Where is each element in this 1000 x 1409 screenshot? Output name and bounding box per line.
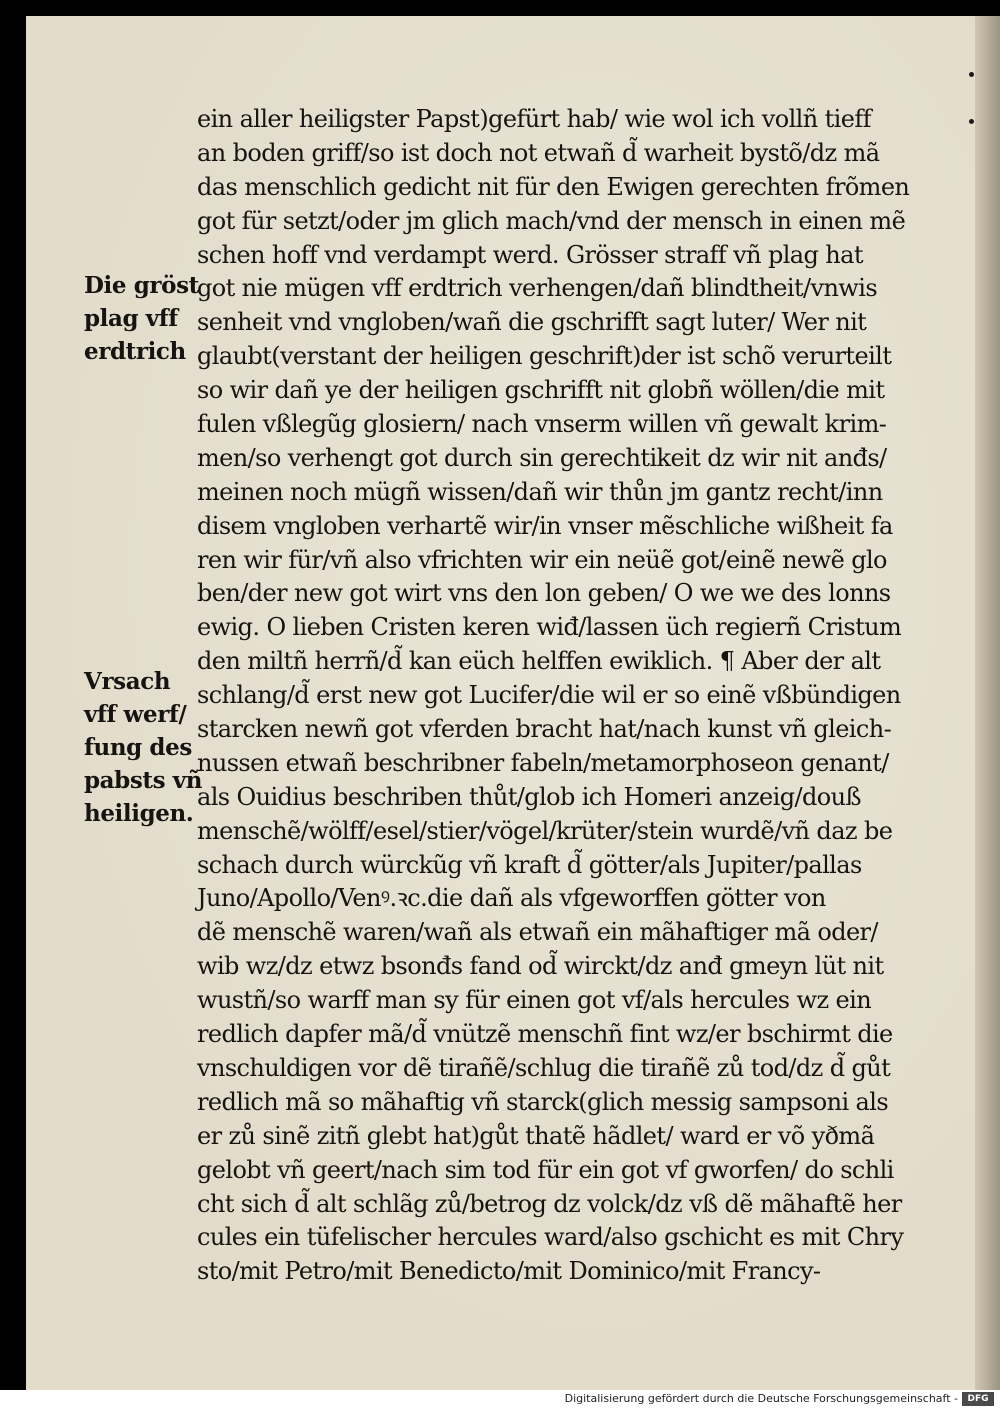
text-line: dẽ menschẽ waren/wañ als etwañ ein mãhaftiger mã oder/ [197,918,878,947]
text-line: disem vngloben verhartẽ wir/in vnser mẽschliche wißheit fa [197,511,893,540]
text-line: redlich dapfer mã/d̃ vnützẽ menschñ fint wz/er bschirmt die [197,1020,893,1049]
margin-note-cause [84,665,202,830]
text-line: Die gröst [84,272,199,299]
text-line: vff werf/ [84,701,187,728]
text-line: vnschuldigen vor dẽ tirañẽ/schlug die tirañẽ zů tod/dz d̃ gůt [197,1053,891,1082]
text-line: Vrsach [84,668,171,695]
text-line: glaubt(verstant der heiligen geschrift)der ist schõ verurteilt [197,342,892,371]
text-line: schen hoff vnd verdampt werd. Grösser straff vñ plag hat [197,240,863,269]
text-line: ein aller heiligster Papst)gefürt hab/ wie wol ich vollñ tieff [197,105,871,133]
text-line: Juno/Apollo/Venꝰ.ꝛc.die dañ als vfgeworffen götter von [197,884,826,913]
text-line: got nie mügen vff erdtrich verhengen/dañ blindtheit/vnwis [197,274,878,303]
text-line: fung des [84,734,192,761]
text-line: got für setzt/oder jm glich mach/vnd der mensch in einen mẽ [197,206,906,235]
text-line: redlich mã so mãhaftig vñ starck(glich messig sampsoni als [197,1087,889,1116]
dfg-logo: DFG [962,1392,994,1406]
margin-note-plague [84,269,199,368]
text-line: gelobt vñ geert/nach sim tod für ein got vf gworfen/ do schli [197,1155,894,1184]
footer-bar [0,1390,1000,1409]
text-line: sto/mit Petro/mit Benedicto/mit Dominico/mit Francy- [197,1257,821,1286]
text-line: menschẽ/wölff/esel/stier/vögel/krüter/stein wurdẽ/vñ daz be [197,816,893,845]
text-line: pabsts vñ [84,767,203,794]
text-line: heiligen. [84,800,194,827]
text-line: senheit vnd vngloben/wañ die gschrifft sagt luter/ Wer nit [197,308,867,337]
text-line: fulen vßlegũg glosiern/ nach vnserm willen vñ gewalt krim- [197,410,887,439]
text-line: nussen etwañ beschribner fabeln/metamorphoseon genant/ [197,748,889,777]
main-text-block [197,103,962,1289]
text-line: ben/der new got wirt vns den lon geben/ O we we des lonns [197,579,891,608]
text-line: ren wir für/vñ also vfrichten wir ein neüẽ got/einẽ newẽ glo [197,545,887,574]
text-line: cules ein tüfelischer hercules ward/also gschicht es mit Chry [197,1223,904,1252]
page-mark [969,72,974,77]
text-line: so wir dañ ye der heiligen gschrifft nit globñ wöllen/die mit [197,376,885,405]
text-line: den miltñ herrñ/d̃ kan eüch helffen ewiklich. ¶ Aber der alt [197,647,881,676]
text-line: meinen noch mügñ wissen/dañ wir thůn jm gantz recht/inn [197,477,883,506]
text-line: schlang/d̃ erst new got Lucifer/die wil er so einẽ vßbündigen [197,681,901,710]
text-line: ewig. O lieben Cristen keren wiđ/lassen üch regierñ Cristum [197,613,902,642]
text-line: an boden griff/so ist doch not etwañ d̃ warheit bystõ/dz mã [197,138,880,167]
text-line: men/so verhengt got durch sin gerechtikeit dz wir nit anđs/ [197,443,887,472]
text-line: starcken newñ got vferden bracht hat/nach kunst vñ gleich- [197,715,892,744]
text-line: schach durch würckũg vñ kraft d̃ götter/als Jupiter/pallas [197,850,862,879]
page-edge [975,16,1000,1390]
text-line: plag vff [84,305,178,332]
text-line: erdtrich [84,338,186,365]
text-line: als Ouidius beschriben thůt/glob ich Homeri anzeig/douß [197,782,861,811]
footer-credit: Digitalisierung gefördert durch die Deutsche Forschungsgemeinschaft - [564,1392,958,1405]
text-line: das menschlich gedicht nit für den Ewigen gerechten frõmen [197,172,910,201]
page-mark [969,119,974,124]
text-line: wib wz/dz etwz bsonđs fand od̃ wirckt/dz anđ gmeyn lüt nit [197,952,884,981]
text-line: cht sich d̃ alt schlãg zů/betrog dz volck/dz vß dẽ mãhaftẽ her [197,1189,902,1218]
text-line: er zů sinẽ zitñ glebt hat)gůt thatẽ hãdlet/ ward er võ yðmã [197,1121,875,1150]
text-line: wustñ/so warff man sy für einen got vf/als hercules wz ein [197,986,872,1015]
